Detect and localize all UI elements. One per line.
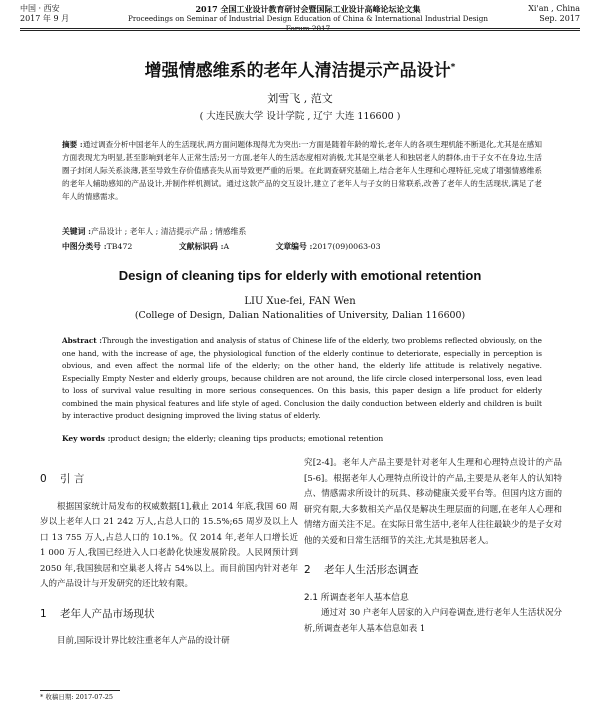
class-number-label: 中图分类号 : bbox=[62, 242, 107, 251]
abstract-cn-label: 摘要 : bbox=[62, 140, 83, 149]
header-location-en: Xi'an , China bbox=[528, 4, 580, 13]
paragraph-market: 目前,国际设计界比较注重老年人产品的设计研 bbox=[57, 636, 230, 646]
header-proceedings-en: Proceedings on Seminar of Industrial Design Education of China & International Industrial Design Forum 2017 bbox=[128, 14, 488, 33]
document-code-label: 文献标识码 : bbox=[178, 242, 224, 251]
keywords-cn-label: 关键词 : bbox=[62, 227, 91, 236]
paper-title-cn bbox=[40, 56, 560, 81]
header-date-en: Sep. 2017 bbox=[539, 14, 580, 23]
abstract-en bbox=[62, 335, 542, 423]
running-header-left bbox=[20, 4, 69, 24]
paragraph-market-cont: 究[2-4]。老年人产品主要是针对老年人生理和心理特点设计的产品[5-6]。根据老年人心理特点所设计的产品,主要是从老年人的认知特点、情感需求所设计的玩具、移动健康关爱平台等。但国内这方面的研究有限,大多数相关产品仅是解决生理层面的问题,在老年人心理和情绪方面关注不足。在实际日常生活中,老年人往往最缺少的是子女对他的关爱和日常生活细节的关注,尤其是独居老人。 bbox=[304, 458, 562, 546]
document-code-value: A bbox=[223, 242, 230, 251]
body-column-left bbox=[40, 458, 298, 650]
section-heading-2 bbox=[304, 563, 562, 579]
affiliation-cn: ( 大连民族大学 设计学院 , 辽宁 大连 116600 ) bbox=[199, 111, 401, 122]
paragraph-intro: 根据国家统计局发布的权威数据[1],截止 2014 年底,我国 60 周岁以上老年人口 21 242 万人,占总人口的 15.5%;65 周岁及以上人口 13 755 万人,占总人口的 10.1%。仅 2014 年,老年人口增长近 1 000 万人,我国已经进入人口老龄化快速发展阶段。人民网预计到 2050 年,我国独居和空巢老人将占 54%以上。而目前国内针对老年人的产品设计与开发研究的还比较有限。 bbox=[40, 501, 298, 589]
article-number bbox=[276, 241, 403, 252]
class-number bbox=[62, 241, 154, 252]
section-title: 老年人产品市场现状 bbox=[60, 607, 155, 620]
section-title: 老年人生活形态调查 bbox=[324, 564, 419, 576]
authors-en: LIU Xue-fei, FAN Wen bbox=[244, 296, 356, 307]
header-location: 中国 · 西安 bbox=[20, 4, 60, 13]
keywords-en bbox=[62, 434, 542, 443]
paragraph-survey: 通过对 30 户老年人居家的入户问卷调查,进行老年人生活状况分析,所调查老年人基本信息如表 1 bbox=[304, 608, 562, 634]
article-number-value: 2017(09)0063-03 bbox=[312, 242, 381, 251]
footnote-received-date: * 收稿日期: 2017-07-25 bbox=[40, 693, 114, 701]
class-number-value: TB472 bbox=[106, 242, 133, 251]
keywords-en-text: product design; the elderly; cleaning tips products; emotional retention bbox=[110, 434, 384, 443]
keywords-cn bbox=[62, 226, 542, 237]
header-proceedings-cn: 2017 全国工业设计教育研讨会暨国际工业设计高峰论坛论文集 bbox=[195, 4, 421, 14]
paper-title-cn-text: 增强情感维系的老年人清洁提示产品设计 bbox=[144, 61, 451, 81]
authors-cn: 刘雪飞 , 范文 bbox=[267, 92, 333, 105]
section-number: 1 bbox=[40, 607, 47, 620]
header-date: 2017 年 9 月 bbox=[20, 14, 70, 23]
document-code bbox=[179, 241, 251, 252]
section-number: 2 bbox=[304, 564, 311, 576]
body-column-right bbox=[304, 456, 562, 637]
footnote-rule bbox=[40, 690, 120, 691]
section-heading-1 bbox=[40, 607, 298, 623]
paper-title-en: Design of cleaning tips for elderly with emotional retention bbox=[118, 268, 482, 283]
abstract-cn-text: 通过调查分析中国老年人的生活现状,两方面问题体现得尤为突出:一方面是随着年龄的增长,老年人的各项生理机能不断退化,尤其是在感知方面表现尤为明显,甚至影响到老年人正常生活;另一方面,老年人的生活态度相对消极,尤其是空巢老人和独居老人的群体,由于子女不在身边,生活圈子封闭人际关系淡薄,甚至导致生存价值感丧失从而导致更严重的后果。在此调查研究基础上,结合老年人生理和心理特征,完成了增强情感维系的老年人辅助感知的产品设计,并制作样机测试。通过这款产品的交互设计,建立了老年人与子女的日常联系,改善了老年人的生活现状,满足了老年人的情感需求。 bbox=[62, 140, 543, 201]
article-number-label: 文章编号 : bbox=[275, 242, 313, 251]
header-rule-thin bbox=[20, 30, 580, 31]
affiliation-en: (College of Design, Dalian Nationalities of University, Dalian 116600) bbox=[134, 310, 466, 321]
section-title: 引 言 bbox=[60, 473, 85, 485]
header-rule bbox=[20, 28, 580, 29]
subsection-heading-2-1: 2.1 所调查老年人基本信息 bbox=[304, 592, 409, 603]
section-number: 0 bbox=[40, 473, 47, 485]
abstract-cn bbox=[62, 138, 542, 203]
title-footnote-mark: * bbox=[450, 62, 456, 73]
classification-line bbox=[62, 241, 542, 252]
abstract-en-text: Through the investigation and analysis of status of Chinese life of the elderly, two problems reflected obviously, on the one hand, with the increase of age, the physiological function of the elderly continue to deteriorate, especially in perception is obvious, and even affect the normal life of the elderly; on the other hand, the elderly life attitude is relatively negative. Especially Empty Nester and elderly groups, because children are not around, the life circle closed interpersonal loss, even lead to loss of survival value resulting in more serious consequences. On this basis, this paper design a life product for elderly combined the main physical features and life style of aged. Conclusion the daily conduction between elderly and children is built by interactive product designing improved the living status of elderly. bbox=[62, 336, 542, 420]
running-header-right bbox=[528, 4, 580, 24]
section-heading-0 bbox=[40, 472, 298, 488]
keywords-en-label: Key words : bbox=[62, 434, 111, 443]
keywords-cn-text: 产品设计 ; 老年人 ; 清洁提示产品 ; 情感维系 bbox=[90, 227, 247, 236]
abstract-en-label: Abstract : bbox=[62, 336, 102, 345]
